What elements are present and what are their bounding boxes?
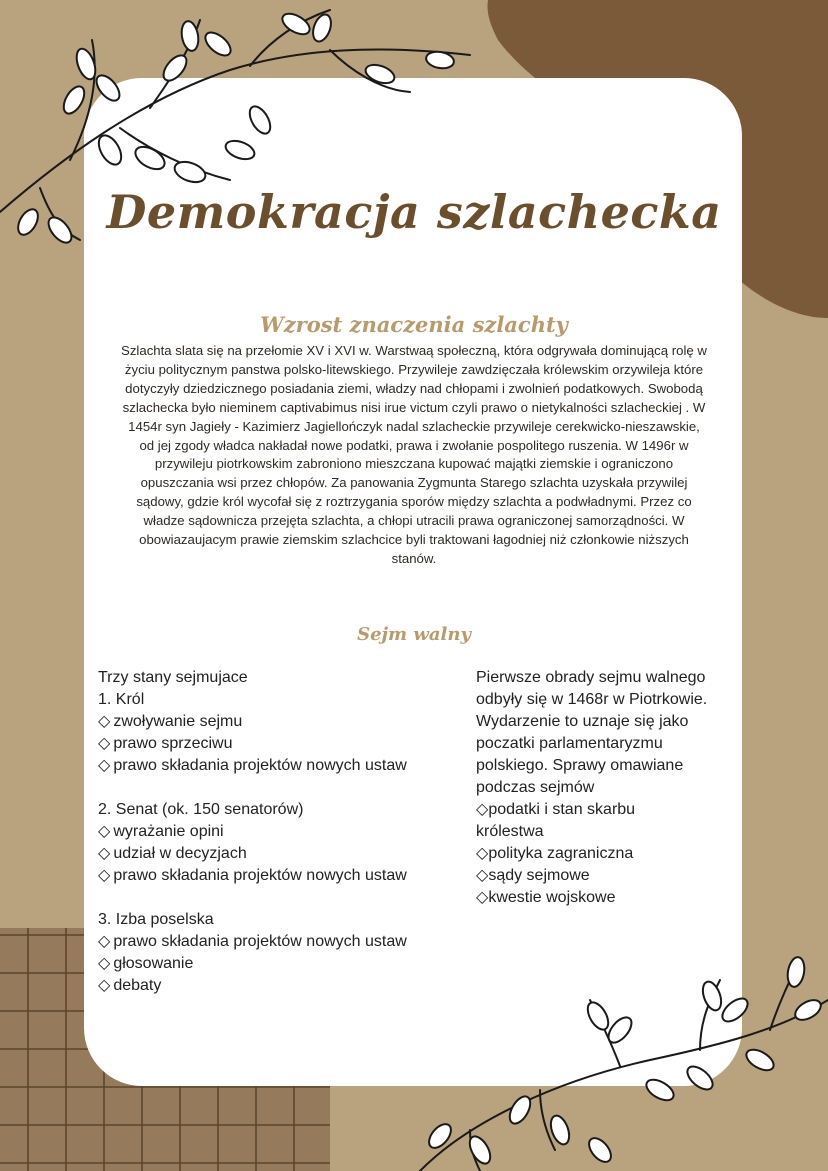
list-item [98, 865, 458, 887]
list-item-text: prawo składania projektów nowych ustaw [113, 757, 407, 774]
estate-title: 3. Izba poselska [98, 911, 214, 928]
list-item-continuation: królestwa [476, 823, 544, 840]
list-item-text: udział w decyzjach [113, 845, 247, 862]
list-item [476, 799, 736, 821]
estates-list [98, 667, 458, 997]
paragraph-line: poczatki parlamentaryzmu [476, 735, 663, 752]
paragraph-line: obowiazaujacym prawie ziemskim szlachcice byli traktowani łagodniej niż członkowie niższych [139, 532, 689, 548]
list-item-text: prawo składania projektów nowych ustaw [113, 867, 407, 884]
paragraph-line: Szlachta slata się na przełomie XV i XVI w. Warstwaą społeczną, która odgrywała dominującą rolę w [121, 343, 707, 358]
section-heading-wzrost: Wzrost znaczenia szlachty [260, 312, 568, 337]
list-item-text: wyrażanie opini [113, 823, 224, 840]
paragraph-line: polskiego. Sprawy omawiane [476, 757, 684, 774]
paragraph-line: od jej zgody władca nakładał nowe podatki, prawa i zwołanie pospolitego ruszenia. W 1496r w [139, 437, 689, 453]
paragraph-line: Wydarzenie to uznaje się jako [476, 713, 689, 730]
paragraph-line: odbyły się w 1468r w Piotrkowie. [476, 691, 708, 708]
estate-title: 2. Senat (ok. 150 senatorów) [98, 801, 304, 818]
list-item-text: kwestie wojskowe [488, 889, 616, 906]
diamond-bullet-icon: ◇ [98, 867, 111, 884]
list-item-text: prawo sprzeciwu [113, 735, 233, 752]
list-item-text: debaty [113, 977, 162, 994]
list-item [476, 865, 736, 887]
diamond-bullet-icon: ◇ [98, 977, 111, 994]
intro-paragraph [96, 342, 732, 569]
list-item-text: głosowanie [113, 955, 194, 972]
list-item [98, 711, 458, 733]
diamond-bullet-icon: ◇ [476, 845, 489, 862]
diamond-bullet-icon: ◇ [476, 867, 489, 884]
list-item-text: polityka zagraniczna [488, 845, 634, 862]
diamond-bullet-icon: ◇ [476, 889, 489, 906]
diamond-bullet-icon: ◇ [98, 823, 111, 840]
diamond-bullet-icon: ◇ [98, 933, 111, 950]
list-item [98, 843, 458, 865]
list-item [98, 821, 458, 843]
list-item [476, 843, 736, 865]
list-item-text: sądy sejmowe [488, 867, 590, 884]
paragraph-line: sądowy, gdzie król wycofał się z roztrzygania sporów między szlachta a podwładnymi. Przez co [136, 494, 692, 510]
list-item [98, 733, 458, 755]
sejm-info [476, 667, 736, 909]
paragraph-line: Pierwsze obrady sejmu walnego [476, 669, 706, 686]
list-item-text: podatki i stan skarbu [488, 801, 636, 818]
paragraph-line: stanów. [391, 550, 437, 566]
paragraph-line: szlachecka było nieminem captivabimus nisi irue victum czyli prawo o nietykalności szlacheckiej . W [122, 399, 706, 415]
paragraph-line: podczas sejmów [476, 779, 595, 796]
paragraph-line: władze sądownicza przejęta szlachta, a chłopi utracili prawa ograniczonej samorządności. W [143, 513, 685, 529]
list-item [98, 755, 458, 777]
paragraph-line: przywileju piotrkowskim zabroniono mieszczana kupować majątki ziemskie i ograniczono [154, 456, 674, 472]
diamond-bullet-icon: ◇ [98, 735, 111, 752]
estates-intro: Trzy stany sejmujace [98, 669, 248, 686]
list-item [98, 975, 458, 997]
paragraph-line: opuszczania wsi przez chłopów. Za panowania Zygmunta Starego szlachta uzyskała przywilej [140, 475, 688, 491]
paragraph-line: życiu politycznym panstwa polsko-litewskiego. Przywileje zawdzięczała królewskim orzywileja które [124, 361, 704, 377]
diamond-bullet-icon: ◇ [98, 757, 111, 774]
page-title: Demokracja szlachecka [106, 185, 722, 239]
diamond-bullet-icon: ◇ [98, 845, 111, 862]
list-item-text: prawo składania projektów nowych ustaw [113, 933, 407, 950]
section-heading-sejm: Sejm walny [357, 624, 471, 645]
diamond-bullet-icon: ◇ [476, 801, 489, 818]
paragraph-line: dotyczyły dziedzicznego posiadania ziemi, władzy nad chłopami i zwolnień podatkowych. Swobodą [125, 380, 703, 396]
paragraph-line: 1454r syn Jagieły - Kazimierz Jagiellończyk nadal szlacheckie przywileje cerekwicko-nieszawskie, [128, 418, 700, 434]
list-item [98, 931, 458, 953]
diamond-bullet-icon: ◇ [98, 955, 111, 972]
list-item [98, 953, 458, 975]
estate-title: 1. Król [98, 691, 145, 708]
list-item-text: zwoływanie sejmu [113, 713, 243, 730]
diamond-bullet-icon: ◇ [98, 713, 111, 730]
list-item [476, 887, 736, 909]
